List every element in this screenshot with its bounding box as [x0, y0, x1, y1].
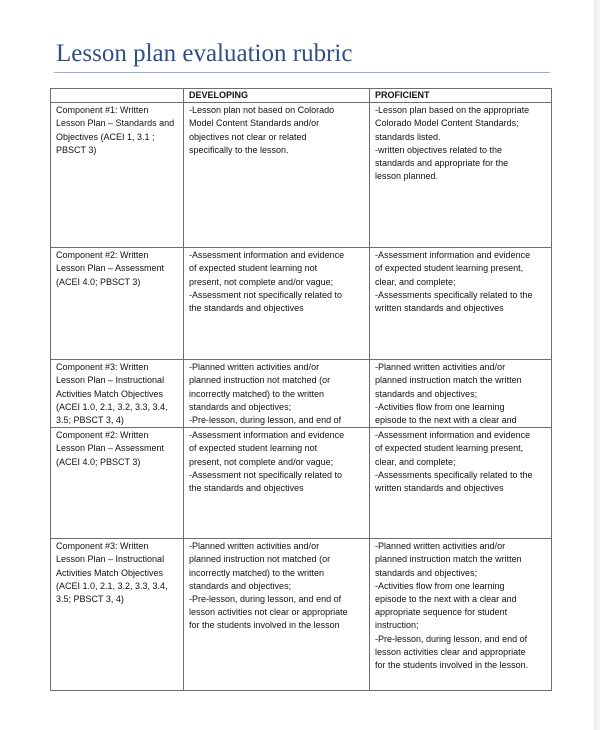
- cell-line: Component #2: Written: [56, 250, 149, 261]
- cell-line: standards listed.: [375, 131, 441, 142]
- cell-line: -Assessment information and evidence: [375, 250, 531, 261]
- table-row: [51, 539, 552, 691]
- cell-line: planned instruction not matched (or: [189, 375, 331, 386]
- cell-line: objectives not clear or related: [189, 131, 307, 142]
- cell-line: the standards and objectives: [189, 303, 304, 314]
- cell-line: Objectives (ACEI 1, 3.1 ;: [56, 131, 155, 142]
- cell-line: -Assessment not specifically related to: [189, 469, 343, 480]
- cell-line: specifically to the lesson.: [189, 144, 289, 155]
- cell-line: (ACEI 4.0; PBSCT 3): [56, 276, 141, 287]
- cell-line: lesson activities not clear or appropriate: [189, 607, 348, 618]
- developing-cell: [184, 539, 370, 691]
- table-row: [51, 428, 552, 539]
- cell-line: standards and objectives;: [189, 580, 292, 591]
- cell-line: present, not complete and/or vague;: [189, 456, 334, 467]
- cell-line: the standards and objectives: [189, 483, 304, 494]
- proficient-cell: [370, 103, 552, 248]
- cell-line: -Assessments specifically related to the: [375, 469, 533, 480]
- cell-line: clear, and complete;: [375, 456, 456, 467]
- cell-line: Component #2: Written: [56, 430, 149, 441]
- cell-line: for the students involved in the lesson: [189, 620, 340, 631]
- cell-line: clear, and complete;: [375, 276, 456, 287]
- cell-line: incorrectly matched) to the written: [189, 567, 325, 578]
- cell-line: -Assessment information and evidence: [189, 430, 345, 441]
- cell-line: -Assessment not specifically related to: [189, 289, 343, 300]
- cell-line: Lesson Plan – Assessment: [56, 443, 165, 454]
- cell-line: instruction;: [375, 620, 419, 631]
- proficient-cell: [370, 428, 552, 539]
- cell-line: episode to the next with a clear and: [375, 594, 517, 605]
- component-cell: [51, 248, 184, 360]
- cell-line: -Pre-lesson, during lesson, and end of: [189, 594, 342, 605]
- cell-line: -Lesson plan not based on Colorado: [189, 105, 335, 116]
- cell-line: -Assessments specifically related to the: [375, 289, 533, 300]
- component-cell: [51, 360, 184, 428]
- cell-line: standards and appropriate for the: [375, 158, 509, 169]
- cell-line: Colorado Model Content Standards;: [375, 118, 519, 129]
- cell-line: 3.5; PBSCT 3, 4): [56, 594, 124, 605]
- title-underline: [54, 72, 550, 73]
- cell-line: of expected student learning present,: [375, 263, 524, 274]
- cell-line: -Activities flow from one learning: [375, 401, 505, 412]
- table-row: [51, 248, 552, 360]
- cell-line: (ACEI 1.0, 2.1, 3.2, 3.3, 3.4,: [56, 580, 168, 591]
- header-row: [51, 89, 552, 103]
- component-cell: [51, 103, 184, 248]
- cell-line: Lesson Plan – Instructional: [56, 554, 165, 565]
- cell-line: episode to the next with a clear and: [375, 415, 517, 426]
- cell-line: Component #3: Written: [56, 362, 149, 373]
- cell-line: planned instruction match the written: [375, 375, 522, 386]
- cell-line: standards and objectives;: [375, 388, 478, 399]
- cell-line: Activities Match Objectives: [56, 567, 164, 578]
- page-edge-shadow: [594, 0, 600, 730]
- table-row: [51, 360, 552, 428]
- cell-line: of expected student learning not: [189, 263, 318, 274]
- cell-line: -Lesson plan based on the appropriate: [375, 105, 530, 116]
- cell-line: -Pre-lesson, during lesson, and end of: [375, 633, 528, 644]
- cell-line: -Planned written activities and/or: [375, 362, 506, 373]
- proficient-cell: [370, 248, 552, 360]
- cell-line: Lesson Plan – Assessment: [56, 263, 165, 274]
- proficient-cell: [370, 539, 552, 691]
- component-cell: [51, 428, 184, 539]
- cell-line: written standards and objectives: [375, 483, 504, 494]
- developing-cell: [184, 360, 370, 428]
- page-title: Lesson plan evaluation rubric: [56, 40, 353, 67]
- proficient-cell: [370, 360, 552, 428]
- cell-line: Activities Match Objectives: [56, 388, 164, 399]
- cell-line: -Assessment information and evidence: [189, 250, 345, 261]
- cell-line: lesson planned.: [375, 171, 439, 182]
- cell-line: -Assessment information and evidence: [375, 430, 531, 441]
- developing-cell: [184, 103, 370, 248]
- cell-line: of expected student learning present,: [375, 443, 524, 454]
- cell-line: PBSCT 3): [56, 144, 97, 155]
- cell-line: Component #1: Written: [56, 105, 149, 116]
- cell-line: (ACEI 1.0, 2.1, 3.2, 3.3, 3.4,: [56, 401, 168, 412]
- cell-line: (ACEI 4.0; PBSCT 3): [56, 456, 141, 467]
- cell-line: -Planned written activities and/or: [189, 541, 320, 552]
- table-row: [51, 103, 552, 248]
- developing-cell: [184, 428, 370, 539]
- cell-line: for the students involved in the lesson.: [375, 660, 529, 671]
- cell-line: -Planned written activities and/or: [189, 362, 320, 373]
- cell-line: standards and objectives;: [189, 401, 292, 412]
- cell-line: Lesson Plan – Standards and: [56, 118, 175, 129]
- cell-line: -written objectives related to the: [375, 144, 503, 155]
- cell-line: 3.5; PBSCT 3, 4): [56, 415, 124, 426]
- cell-line: -Activities flow from one learning: [375, 580, 505, 591]
- cell-line: Model Content Standards and/or: [189, 118, 320, 129]
- cell-line: Lesson Plan – Instructional: [56, 375, 165, 386]
- cell-line: written standards and objectives: [375, 303, 504, 314]
- cell-line: Component #3: Written: [56, 541, 149, 552]
- rubric-table: [50, 88, 552, 691]
- cell-line: -Planned written activities and/or: [375, 541, 506, 552]
- cell-line: of expected student learning not: [189, 443, 318, 454]
- header-cell-developing: DEVELOPING: [184, 89, 370, 103]
- cell-line: lesson activities clear and appropriate: [375, 646, 526, 657]
- component-cell: [51, 539, 184, 691]
- developing-cell: [184, 248, 370, 360]
- cell-line: present, not complete and/or vague;: [189, 276, 334, 287]
- header-cell-component: [51, 89, 184, 103]
- cell-line: planned instruction match the written: [375, 554, 522, 565]
- cell-line: appropriate sequence for student: [375, 607, 508, 618]
- cell-line: planned instruction not matched (or: [189, 554, 331, 565]
- cell-line: -Pre-lesson, during lesson, and end of: [189, 415, 342, 426]
- cell-line: standards and objectives;: [375, 567, 478, 578]
- cell-line: incorrectly matched) to the written: [189, 388, 325, 399]
- header-cell-proficient: PROFICIENT: [370, 89, 552, 103]
